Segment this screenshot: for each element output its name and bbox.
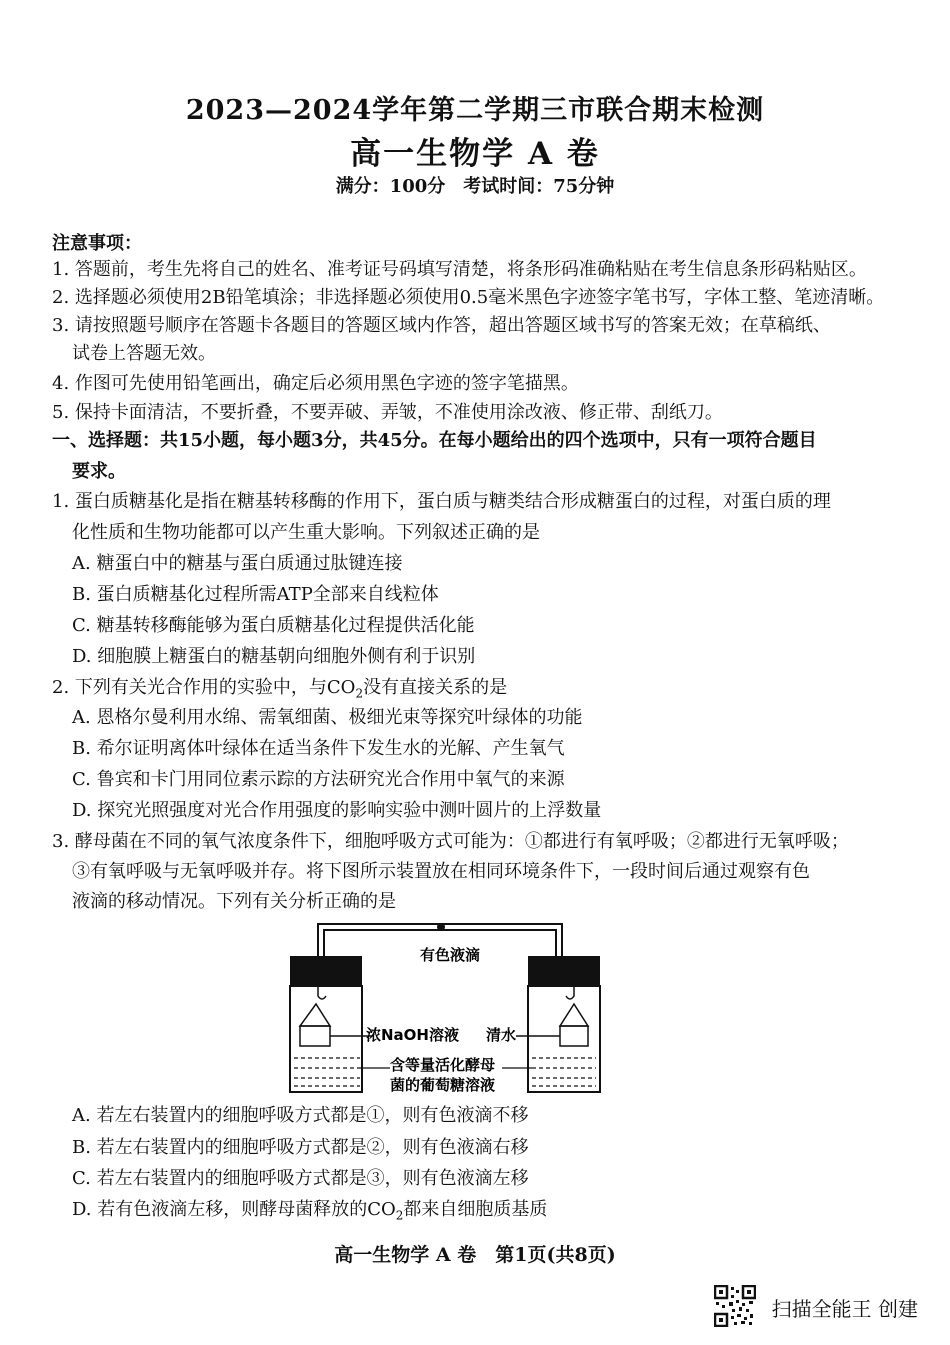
left-stopper [290, 956, 362, 986]
q3-stem: 3. 酵母菌在不同的氧气浓度条件下，细胞呼吸方式可能为：①都进行有氧呼吸；②都进行无氧呼吸； [52, 831, 849, 852]
q2-option-b: B. 希尔证明离体叶绿体在适当条件下发生水的光解、产生氧气 [72, 738, 565, 759]
q1-option-a: A. 糖蛋白中的糖基与蛋白质通过肽键连接 [72, 553, 403, 574]
label-drop: 有色液滴 [420, 946, 481, 964]
q3-stem-cont: 液滴的移动情况。下列有关分析正确的是 [72, 891, 396, 912]
label-water: 清水 [486, 1026, 517, 1044]
q3-stem-cont: ③有氧呼吸与无氧呼吸并存。将下图所示装置放在相同环境条件下，一段时间后通过观察有色 [72, 861, 810, 882]
right-bottle [528, 986, 600, 1092]
qr-code-icon [714, 1285, 756, 1327]
q1-option-c: C. 糖基转移酶能够为蛋白质糖基化过程提供活化能 [72, 615, 475, 636]
left-bottle [290, 986, 362, 1092]
scanner-watermark: 扫描全能王 创建 [771, 1297, 918, 1321]
q2-option-d: D. 探究光照强度对光合作用强度的影响实验中测叶圆片的上浮数量 [72, 800, 602, 821]
q2-option-a: A. 恩格尔曼利用水绵、需氧细菌、极细光束等探究叶绿体的功能 [72, 707, 583, 728]
exam-info: 满分：100分 考试时间：75分钟 [335, 176, 615, 197]
label-naoh: 浓NaOH溶液 [366, 1026, 459, 1044]
notes-heading: 注意事项： [52, 233, 142, 254]
q1-stem-cont: 化性质和生物功能都可以产生重大影响。下列叙述正确的是 [72, 522, 540, 543]
note-item: 1. 答题前，考生先将自己的姓名、准考证号码填写清楚，将条形码准确粘贴在考生信息条形码粘贴区。 [52, 259, 867, 280]
q1-option-b: B. 蛋白质糖基化过程所需ATP全部来自线粒体 [72, 584, 439, 605]
left-cup [300, 1004, 330, 1026]
page-footer: 高一生物学 A 卷 第1页(共8页) [334, 1244, 616, 1266]
note-item: 4. 作图可先使用铅笔画出，确定后必须用黑色字迹的签字笔描黑。 [52, 373, 579, 394]
note-item: 2. 选择题必须使用2B铅笔填涂；非选择题必须使用0.5毫米黑色字迹签字笔书写，字体工整、笔迹清晰。 [52, 287, 885, 308]
apparatus-figure [280, 918, 620, 1098]
label-solution-2: 菌的葡萄糖溶液 [390, 1076, 496, 1094]
section-heading: 一、选择题：共15小题，每小题3分，共45分。在每小题给出的四个选项中，只有一项符合题目 [52, 430, 817, 451]
q3-option-a: A. 若左右装置内的细胞呼吸方式都是①，则有色液滴不移 [72, 1105, 529, 1126]
right-cup [560, 1004, 588, 1026]
q2-stem: 2. 下列有关光合作用的实验中，与$CO_2$没有直接关系的是 [52, 677, 508, 701]
note-item: 3. 请按照题号顺序在答题卡各题目的答题区域内作答，超出答题区域书写的答案无效；在草稿纸、 [52, 315, 831, 336]
q1-option-d: D. 细胞膜上糖蛋白的糖基朝向细胞外侧有利于识别 [72, 646, 476, 667]
q3-option-d: D. 若有色液滴左移，则酵母菌释放的$CO_2$都来自细胞质基质 [72, 1199, 548, 1223]
q3-option-b: B. 若左右装置内的细胞呼吸方式都是②，则有色液滴右移 [72, 1137, 529, 1158]
label-solution-1: 含等量活化酵母 [390, 1056, 496, 1074]
exam-title: 2023—2024学年第二学期三市联合期末检测 [185, 95, 765, 126]
note-item: 试卷上答题无效。 [72, 343, 216, 364]
colored-drop [437, 923, 445, 931]
note-item: 5. 保持卡面清洁，不要折叠，不要弄破、弄皱，不准使用涂改液、修正带、刮纸刀。 [52, 402, 723, 423]
q2-option-c: C. 鲁宾和卡门用同位素示踪的方法研究光合作用中氧气的来源 [72, 769, 565, 790]
q1-stem: 1. 蛋白质糖基化是指在糖基转移酶的作用下，蛋白质与糖类结合形成糖蛋白的过程，对蛋白质的理 [52, 491, 831, 512]
subject-title: 高一生物学 A 卷 [350, 136, 600, 172]
section-heading-cont: 要求。 [72, 461, 126, 482]
q3-option-c: C. 若左右装置内的细胞呼吸方式都是③，则有色液滴左移 [72, 1168, 529, 1189]
right-stopper [528, 956, 600, 986]
